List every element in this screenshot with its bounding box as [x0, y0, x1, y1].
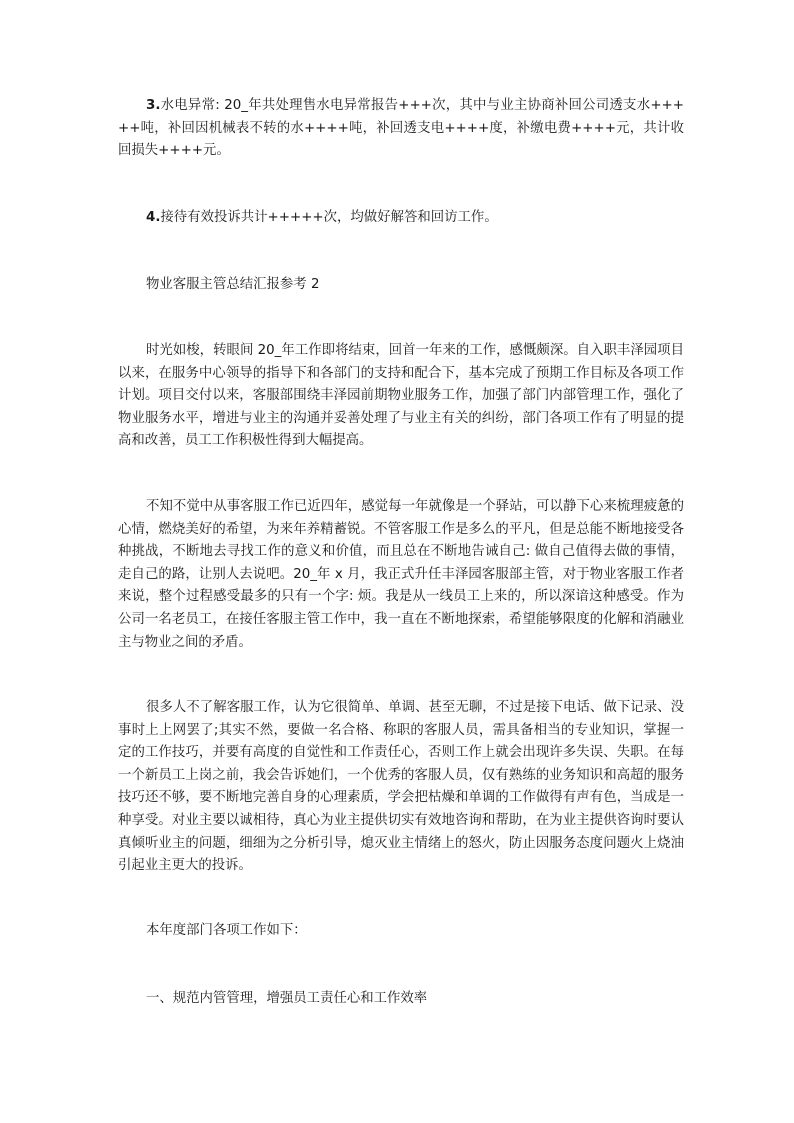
paragraph-customer-service-skills: 很多人不了解客服工作，认为它很简单、单调、甚至无聊，不过是接下电话、做下记录、没事时上上网罢了;其实不然，要做一名合格、称职的客服人员，需具备相当的专业知识，掌握一定的工作技巧，并要有高度的自觉性和工作责任心，否则工作上就会出现许多失误、失职。在每一个新员工上岗之前，我会告诉她们，一个优秀的客服人员，仅有熟练的业务知识和高超的服务技巧还不够，要不断地完善自身的心理素质，学会把枯燥和单调的工作做得有声有色，当成是一种享受。对业主要以诚相待，真心为业主提供切实有效地咨询和帮助，在为业主提供咨询时要认真倾听业主的问题，细细为之分析引导，熄灭业主情绪上的怒火，防止因服务态度问题火上烧油引起业主更大的投诉。 [118, 700, 684, 874]
paragraph-customer-service-experience: 不知不觉中从事客服工作已近四年，感觉每一年就像是一个驿站，可以静下心来梳理疲惫的心情，燃烧美好的希望，为来年养精蓄锐。不管客服工作是多么的平凡，但是总能不断地接受各种挑战，不断地去寻找工作的意义和价值，而且总在不断地告诫自己: 做自己值得去做的事情，走自己的路，让别人去说吧。20_年 x 月，我正式升任丰泽园客服部主管，对于物业客服工作者来说，整个过程感受最多的只有一个字: 烦。我是从一线员工上来的，所以深谙这种感受。作为公司一名老员工，在接任客服主管工作中，我一直在不断地探索，希望能够限度的化解和消融业主与物业之间的矛盾。 [118, 499, 684, 650]
intro-line: 本年度部门各项工作如下： [146, 923, 307, 938]
subsection-title: 一、规范内管管理，增强员工责任心和工作效率 [146, 991, 428, 1006]
item-3-text: 水电异常: 20_年共处理售水电异常报告+++次，其中与业主协商补回公司透支水+++++吨，补回因机械表不转的水++++吨，补回透支电++++度，补缴电费++++元，共计收回损失++++元。 [118, 98, 684, 159]
item-4-text: 接待有效投诉共计+++++次，均做好解答和回访工作。 [160, 210, 498, 225]
item-4-number: 4. [146, 210, 161, 225]
item-4-paragraph [118, 207, 684, 230]
item-3-paragraph [118, 95, 684, 163]
paragraph-year-review: 时光如梭，转眼间 20_年工作即将结束，回首一年来的工作，感慨颇深。自入职丰泽园项目以来，在服务中心领导的指导下和各部门的支持和配合下，基本完成了预期工作目标及各项工作计划。项目交付以来，客服部围绕丰泽园前期物业服务工作，加强了部门内部管理工作，强化了物业服务水平，增进与业主的沟通并妥善处理了与业主有关的纠纷，部门各项工作有了明显的提高和改善，员工工作积极性得到大幅提高。 [118, 343, 684, 449]
item-3-number: 3. [146, 98, 161, 113]
section-title: 物业客服主管总结汇报参考 2 [146, 277, 320, 292]
